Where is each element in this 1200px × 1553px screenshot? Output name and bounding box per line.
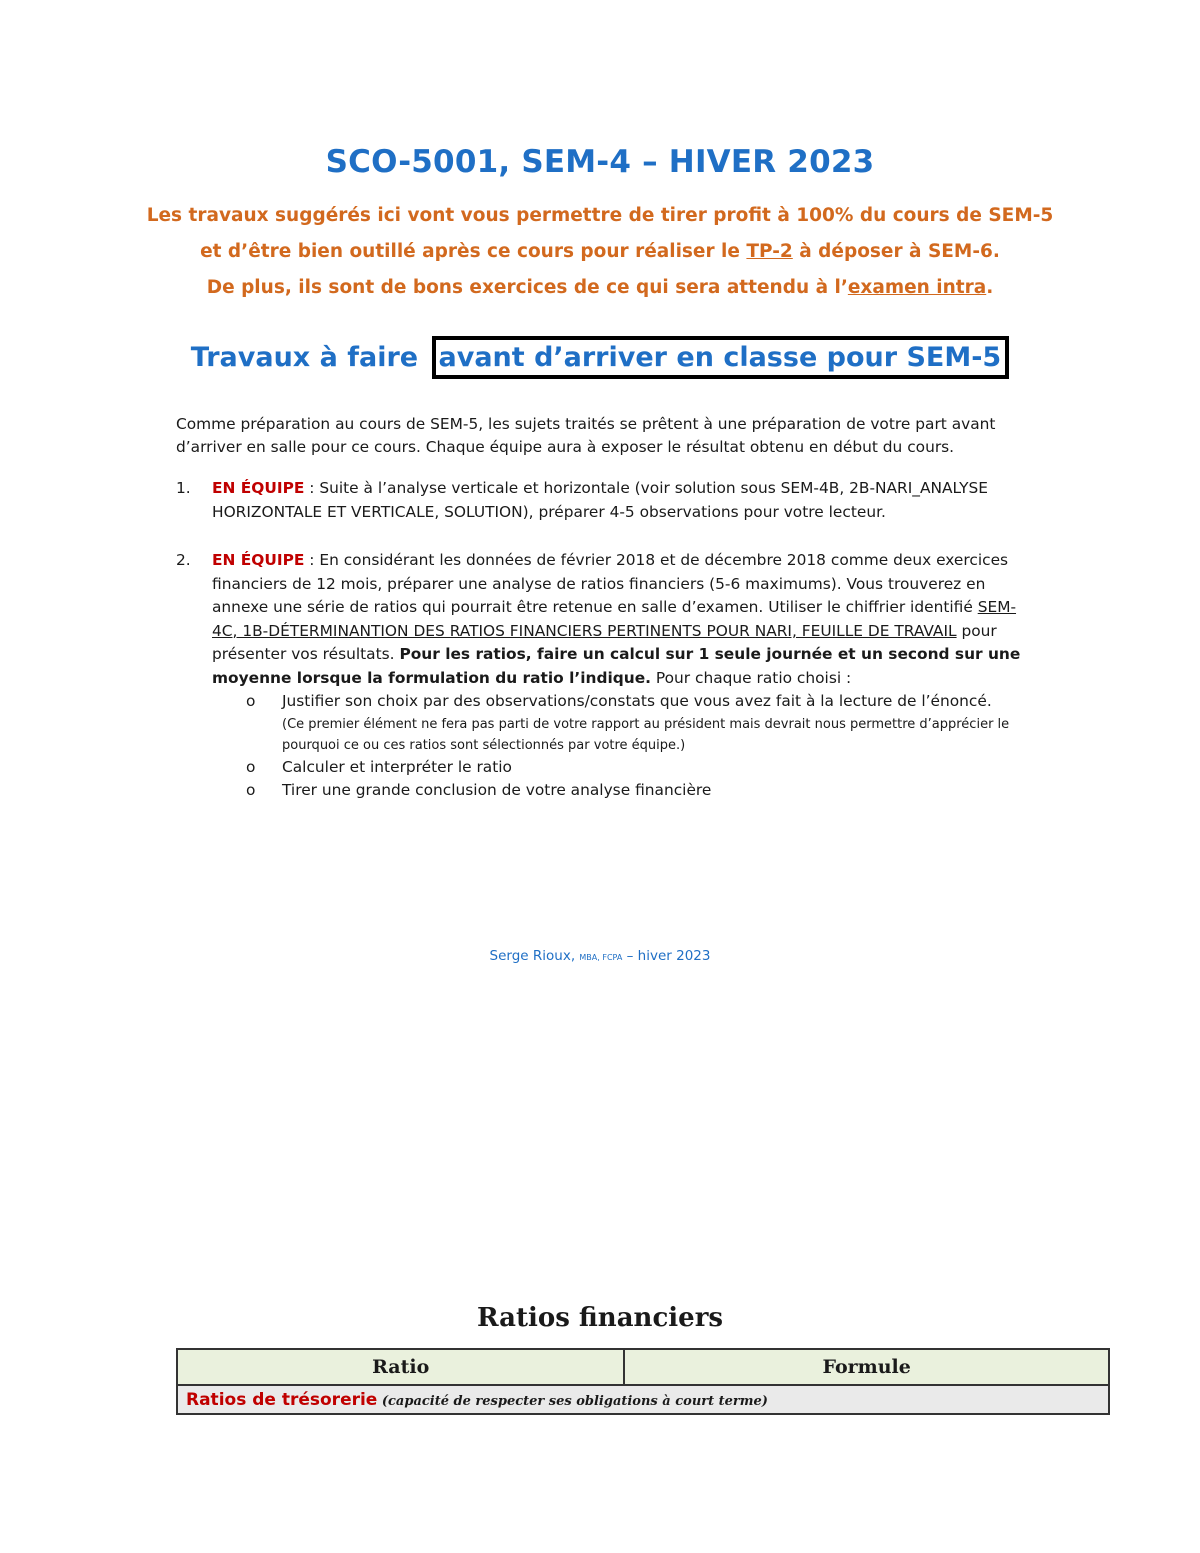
- bullet-marker: o: [246, 692, 256, 710]
- section-heading-boxed: avant d’arriver en classe pour SEM-5: [432, 336, 1010, 379]
- author-name: Serge Rioux,: [489, 948, 580, 964]
- sub-bullet-note: (Ce premier élément ne fera pas parti de votre rapport au président mais devrait nous permettre d’apprécier le pourquoi ce ou ces ratios sont sélectionnés par votre équipe.): [282, 716, 1010, 753]
- team-label: EN ÉQUIPE: [212, 551, 305, 569]
- task-body: [212, 549, 1032, 803]
- task-body: [212, 477, 1032, 524]
- task-text: : Suite à l’analyse verticale et horizontale (voir solution sous SEM-4B, 2B-NARI_ANALYSE HORIZONTALE ET VERTICALE, SOLUTION), préparer 4-5 observations pour votre lecteur.: [212, 479, 988, 521]
- ratios-table: [176, 1348, 1110, 1415]
- section-heading-text: Travaux à faire: [190, 342, 419, 373]
- sub-bullet-text: Calculer et interpréter le ratio: [282, 757, 512, 776]
- sub-bullet-text: Justifier son choix par des observations/constats que vous avez fait à la lecture de l’énoncé.: [282, 692, 992, 710]
- team-label: EN ÉQUIPE: [212, 479, 305, 497]
- sub-bullet: [212, 756, 1032, 780]
- signature-date: – hiver 2023: [622, 948, 711, 964]
- tp2-reference: TP-2: [746, 241, 793, 262]
- bullet-marker: o: [246, 757, 256, 776]
- author-signature: [0, 948, 1200, 964]
- task-number: 2.: [176, 551, 191, 569]
- intro-line-2-a: et d’être bien outillé après ce cours pour réaliser le: [200, 241, 747, 262]
- author-credentials: MBA, FCPA: [579, 953, 623, 962]
- task-text-c: Pour chaque ratio choisi :: [651, 668, 852, 687]
- table-row: [177, 1385, 1109, 1414]
- task-number: 1.: [176, 479, 191, 497]
- category-note: (capacité de respecter ses obligations à court terme): [377, 1393, 768, 1409]
- page-title: SCO-5001, SEM-4 – HIVER 2023: [325, 144, 875, 180]
- intro-text: [0, 198, 1200, 306]
- ratios-table-container: [176, 1348, 1110, 1415]
- sub-bullet: [212, 690, 1032, 756]
- table-header-row: [177, 1349, 1109, 1385]
- category-cell: [177, 1385, 1109, 1414]
- column-header-ratio: Ratio: [177, 1349, 624, 1385]
- exam-reference: examen intra: [847, 277, 987, 298]
- column-header-formula: Formule: [624, 1349, 1109, 1385]
- section-heading: [0, 336, 1200, 379]
- task-text-b: pour présenter vos résultats.: [212, 621, 997, 663]
- sub-bullet: [212, 779, 1032, 803]
- intro-line-2-b: à déposer à SEM-6.: [792, 241, 1000, 262]
- ratios-title: Ratios financiers: [476, 1303, 724, 1333]
- intro-line-3: [0, 270, 1200, 306]
- spreadsheet-reference: SEM-4C, 1B-DÉTERMINANTION DES RATIOS FINANCIERS PERTINENTS POUR NARI, FEUILLE DE TRAVAIL: [212, 598, 1017, 640]
- intro-line-3-a: De plus, ils sont de bons exercices de ce qui sera attendu à l’: [206, 277, 848, 298]
- intro-line-3-b: .: [986, 277, 994, 298]
- intro-paragraph: Comme préparation au cours de SEM-5, les sujets traités se prêtent à une préparation de votre part avant d’arriver en salle pour ce cours. Chaque équipe aura à exposer le résultat obtenu en début du cours.: [176, 415, 996, 456]
- intro-line-2: [0, 234, 1200, 270]
- task-bold-instruction: Pour les ratios, faire un calcul sur 1 seule journée et un second sur une moyenne lorsque la formulation du ratio l’indique.: [212, 645, 1021, 687]
- task-text-a: : En considérant les données de février 2018 et de décembre 2018 comme deux exercices financiers de 12 mois, préparer une analyse de ratios financiers (5-6 maximums). Vous trouverez en annexe une série de ratios qui pourrait être retenue en salle d’examen. Utiliser le chiffrier identifié: [212, 551, 1009, 616]
- category-label: Ratios de trésorerie: [186, 1389, 378, 1410]
- intro-line-1: Les travaux suggérés ici vont vous permettre de tirer profit à 100% du cours de SEM-5: [146, 205, 1054, 226]
- bullet-marker: o: [246, 781, 256, 799]
- task-description: [212, 549, 1032, 690]
- sub-bullet-text: Tirer une grande conclusion de votre analyse financière: [282, 781, 712, 799]
